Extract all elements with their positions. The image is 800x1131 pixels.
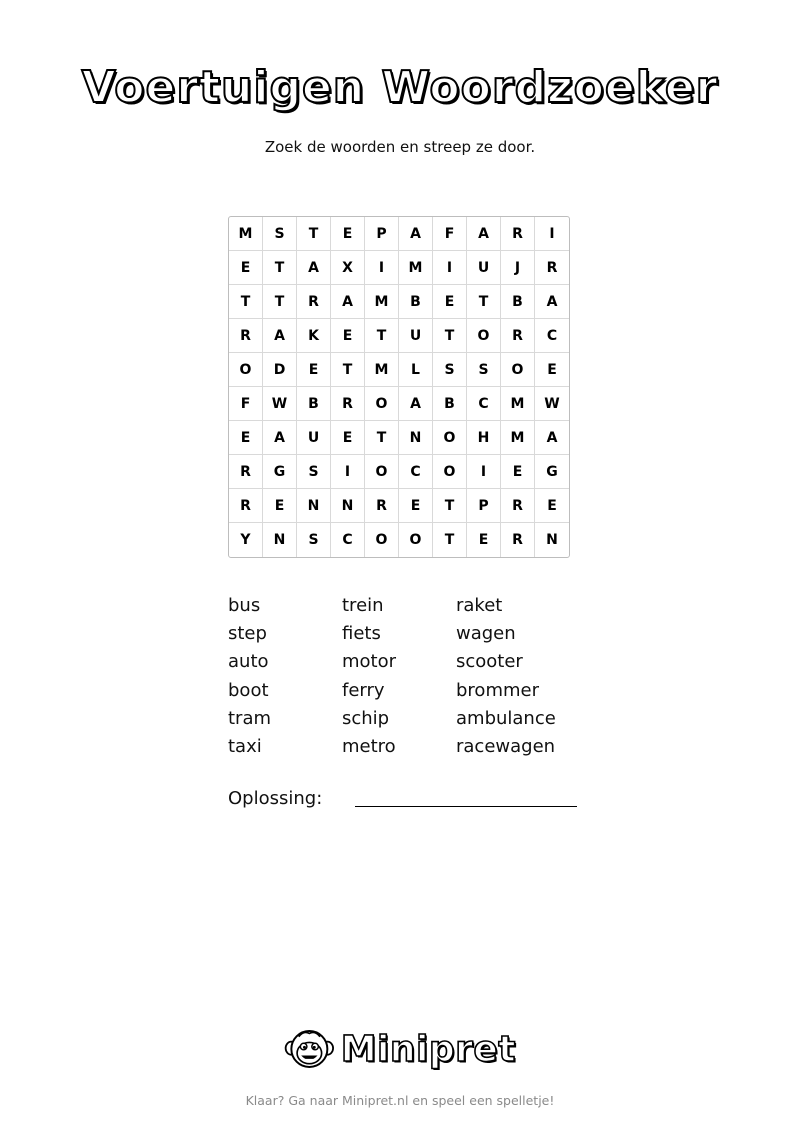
grid-cell[interactable]: E: [263, 489, 297, 523]
grid-cell[interactable]: T: [433, 489, 467, 523]
grid-cell[interactable]: M: [501, 421, 535, 455]
grid-cell[interactable]: S: [297, 455, 331, 489]
grid-cell[interactable]: R: [365, 489, 399, 523]
grid-cell[interactable]: T: [331, 353, 365, 387]
grid-cell[interactable]: D: [263, 353, 297, 387]
grid-cell[interactable]: A: [535, 421, 569, 455]
grid-cell[interactable]: J: [501, 251, 535, 285]
grid-cell[interactable]: A: [467, 217, 501, 251]
grid-cell[interactable]: R: [331, 387, 365, 421]
grid-cell[interactable]: T: [433, 523, 467, 557]
grid-cell[interactable]: E: [331, 217, 365, 251]
grid-cell[interactable]: T: [297, 217, 331, 251]
instructions: Zoek de woorden en streep ze door.: [264, 138, 536, 156]
grid-cell[interactable]: T: [229, 285, 263, 319]
grid-cell[interactable]: T: [263, 285, 297, 319]
grid-cell[interactable]: R: [297, 285, 331, 319]
grid-cell[interactable]: N: [331, 489, 365, 523]
grid-cell[interactable]: I: [535, 217, 569, 251]
solution-answer-line: [355, 806, 577, 807]
grid-cell[interactable]: E: [229, 421, 263, 455]
grid-cell[interactable]: R: [229, 489, 263, 523]
grid-cell[interactable]: S: [467, 353, 501, 387]
grid-cell[interactable]: F: [229, 387, 263, 421]
word-list-item: racewagen: [456, 735, 556, 757]
grid-cell[interactable]: I: [365, 251, 399, 285]
grid-cell[interactable]: G: [535, 455, 569, 489]
grid-cell[interactable]: O: [229, 353, 263, 387]
grid-cell[interactable]: A: [263, 319, 297, 353]
grid-cell[interactable]: F: [433, 217, 467, 251]
grid-cell[interactable]: R: [535, 251, 569, 285]
word-list-item: fiets: [342, 623, 381, 645]
grid-cell[interactable]: R: [501, 523, 535, 557]
grid-cell[interactable]: E: [399, 489, 433, 523]
grid-cell[interactable]: M: [365, 353, 399, 387]
word-list-item: ambulance: [456, 707, 556, 729]
grid-cell[interactable]: B: [433, 387, 467, 421]
word-list-item: tram: [228, 707, 272, 729]
grid-cell[interactable]: O: [365, 523, 399, 557]
grid-cell[interactable]: L: [399, 353, 433, 387]
grid-cell[interactable]: E: [467, 523, 501, 557]
word-list-item: wagen: [456, 623, 516, 645]
grid-cell[interactable]: M: [365, 285, 399, 319]
grid-cell[interactable]: K: [297, 319, 331, 353]
grid-cell[interactable]: E: [331, 319, 365, 353]
grid-cell[interactable]: N: [546, 532, 558, 548]
grid-cell[interactable]: I: [433, 251, 467, 285]
grid-cell[interactable]: U: [399, 319, 433, 353]
grid-cell[interactable]: M: [399, 251, 433, 285]
grid-cell[interactable]: C: [467, 387, 501, 421]
grid-cell[interactable]: M: [229, 217, 263, 251]
grid-cell[interactable]: O: [433, 421, 467, 455]
grid-cell[interactable]: T: [467, 285, 501, 319]
grid-cell[interactable]: B: [399, 285, 433, 319]
word-list-item: bus: [228, 595, 261, 616]
grid-cell[interactable]: E: [535, 353, 569, 387]
word-list-item: raket: [456, 595, 503, 616]
monkey-icon: [284, 1022, 335, 1076]
grid-cell[interactable]: R: [229, 319, 263, 353]
grid-cell[interactable]: M: [501, 387, 535, 421]
word-list: [228, 592, 588, 761]
grid-cell[interactable]: T: [365, 319, 399, 353]
grid-cell[interactable]: B: [297, 387, 331, 421]
page-title: Voertuigen Woordzoeker: [81, 62, 719, 113]
word-list-item: boot: [228, 679, 269, 701]
grid-cell[interactable]: W: [535, 387, 569, 421]
grid-cell[interactable]: N: [263, 523, 297, 557]
word-list-item: step: [228, 623, 267, 645]
grid-cell[interactable]: Y: [229, 523, 263, 557]
grid-cell[interactable]: P: [365, 217, 399, 251]
grid-cell[interactable]: T: [263, 251, 297, 285]
grid-cell[interactable]: W: [263, 387, 297, 421]
grid-cell[interactable]: U: [297, 421, 331, 455]
grid-cell[interactable]: E: [297, 353, 331, 387]
grid-cell[interactable]: O: [467, 319, 501, 353]
grid-cell[interactable]: C: [331, 523, 365, 557]
grid-cell[interactable]: B: [501, 285, 535, 319]
word-search-grid: [228, 216, 570, 558]
word-list-item: motor: [342, 651, 397, 673]
grid-cell[interactable]: R: [501, 217, 535, 251]
grid-cell[interactable]: E: [229, 251, 263, 285]
grid-cell[interactable]: A: [399, 217, 433, 251]
grid-cell[interactable]: R: [501, 319, 535, 353]
grid-cell[interactable]: E: [535, 489, 569, 523]
word-list-item: taxi: [228, 735, 262, 757]
grid-cell[interactable]: O: [433, 455, 467, 489]
grid-cell[interactable]: S: [297, 523, 331, 557]
grid-cell[interactable]: E: [331, 421, 365, 455]
grid-cell[interactable]: O: [501, 353, 535, 387]
grid-cell[interactable]: C: [399, 455, 433, 489]
word-list-item: trein: [342, 595, 384, 616]
word-list-item: auto: [228, 651, 269, 673]
grid-cell[interactable]: N: [399, 421, 433, 455]
grid-cell[interactable]: R: [229, 455, 263, 489]
grid-cell[interactable]: C: [535, 319, 569, 353]
word-list-item: metro: [342, 735, 396, 757]
grid-cell[interactable]: A: [331, 285, 365, 319]
grid-cell[interactable]: O: [365, 455, 399, 489]
grid-cell[interactable]: A: [535, 285, 569, 319]
word-list-item: ferry: [342, 679, 385, 701]
word-list-item: brommer: [456, 679, 539, 701]
grid-cell[interactable]: S: [433, 353, 467, 387]
grid-cell[interactable]: O: [399, 523, 433, 557]
grid-cell[interactable]: P: [467, 489, 501, 523]
grid-cell[interactable]: I: [467, 455, 501, 489]
solution-label: Oplossing:: [228, 788, 323, 809]
grid-cell[interactable]: G: [263, 455, 297, 489]
grid-cell[interactable]: I: [331, 455, 365, 489]
grid-cell[interactable]: N: [297, 489, 331, 523]
grid-cell[interactable]: E: [501, 455, 535, 489]
grid-cell[interactable]: T: [433, 319, 467, 353]
grid-cell[interactable]: A: [297, 251, 331, 285]
grid-cell[interactable]: O: [365, 387, 399, 421]
grid-cell[interactable]: R: [501, 489, 535, 523]
grid-cell[interactable]: X: [331, 251, 365, 285]
word-list-item: scooter: [456, 651, 523, 673]
word-list-item: schip: [342, 707, 390, 729]
minipret-logo: [284, 1020, 516, 1078]
grid-cell[interactable]: T: [365, 421, 399, 455]
footer-text: Klaar? Ga naar Minipret.nl en speel een spelletje!: [245, 1093, 555, 1108]
grid-cell[interactable]: E: [433, 285, 467, 319]
grid-cell[interactable]: A: [263, 421, 297, 455]
grid-cell[interactable]: H: [467, 421, 501, 455]
logo-text: Minipret: [340, 1028, 516, 1070]
grid-cell[interactable]: U: [467, 251, 501, 285]
grid-cell[interactable]: S: [263, 217, 297, 251]
grid-cell[interactable]: A: [399, 387, 433, 421]
